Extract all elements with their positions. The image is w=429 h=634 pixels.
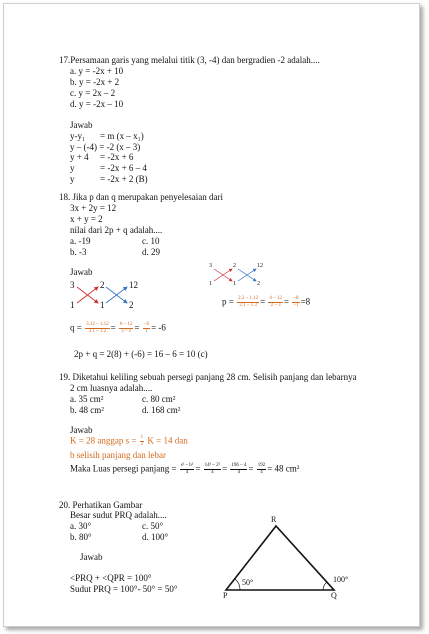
q18-small-d: 1 xyxy=(209,281,212,287)
q17-step5-right: = -2x + 2 (B) xyxy=(100,174,148,184)
q18-grid-a: 3 xyxy=(70,280,75,290)
q17-option-a: a. y = -2x + 10 xyxy=(70,66,124,76)
q20-label-r: R xyxy=(271,515,277,524)
q19-luas-line: Maka Luas persegi panjang = $\frac{\text{s² – b²}}{4}$ = $\frac{\text{14² – 2²}}{4}$ = $\frac{196 - 4}{4}$ = $\frac{192}{4}$ = 48 cm² xyxy=(70,463,300,475)
q20-line2: Sudut PRQ = 100°- 50° = 50° xyxy=(70,584,178,594)
q18-p-label: p = xyxy=(222,296,234,307)
q18-eq2: x + y = 2 xyxy=(70,214,103,224)
q19-luas-label: Maka Luas persegi panjang = xyxy=(70,463,177,474)
q19-b-line: b selisih panjang dan lebar xyxy=(70,450,166,460)
q17-step3-right: = -2x + 6 xyxy=(100,152,134,162)
q20-triangle-figure xyxy=(4,4,5,5)
q20-angle-q-arc xyxy=(323,582,327,590)
q18-grid-f: 2 xyxy=(129,300,134,310)
q17-option-c: c. y = 2x – 2 xyxy=(70,88,116,98)
q20-angle-q: 100° xyxy=(333,575,349,584)
q19-luas-frac3: $\frac{196 - 4}{4}$ xyxy=(231,463,247,475)
q20-angle-p: 50° xyxy=(242,578,254,587)
q18-jawab: Jawab xyxy=(70,267,93,277)
q19-luas-result: = 48 cm² xyxy=(267,463,300,474)
q20-label-q: Q xyxy=(331,591,337,600)
q20-line1: <PRQ + <QPR = 100° xyxy=(70,573,152,583)
q17-step5-left: y xyxy=(70,174,75,184)
q17-step3-left: y + 4 xyxy=(70,152,89,162)
document-page xyxy=(3,3,420,627)
q18-p-frac2: $\frac{4 - 12}{2 - 3}$ xyxy=(269,296,282,308)
q18-q-frac2: $\frac{6 - 12}{3 - 2}$ xyxy=(119,322,133,334)
q19-question-line2: 2 cm luasnya adalah.... xyxy=(70,383,153,393)
q19-luas-frac1: $\frac{\text{s² – b²}}{4}$ xyxy=(180,463,194,475)
q18-eq1: 3x + 2y = 12 xyxy=(70,203,117,213)
q18-option-b: b. -3 xyxy=(70,247,87,257)
q19-option-d: d. 168 cm² xyxy=(142,405,181,415)
q17-step4-left: y xyxy=(70,163,75,173)
q20-option-c: c. 50° xyxy=(142,521,164,531)
q20-option-a: a. 30° xyxy=(70,521,92,531)
q17-question: 17.Persamaan garis yang melalui titik (3, -4) dan bergradien -2 adalah.... xyxy=(59,55,320,65)
q18-p-result: =8 xyxy=(300,296,311,307)
q18-option-d: d. 29 xyxy=(142,247,160,257)
q19-k-line-a: K = 28 anggap s = xyxy=(70,435,137,446)
q19-option-a: a. 35 cm² xyxy=(70,394,104,404)
q19-luas-frac4: $\frac{192}{4}$ xyxy=(257,463,266,475)
q19-option-c: c. 80 cm² xyxy=(142,394,176,404)
q18-option-c: c. 10 xyxy=(142,236,160,246)
q18-grid-c: 12 xyxy=(129,280,138,290)
q18-small-b: 2 xyxy=(233,263,236,269)
q18-question: 18. Jika p dan q merupakan penyelesaian dari xyxy=(59,192,223,202)
q17-step1-right: = m (x – x₁) xyxy=(100,131,144,141)
q18-option-a: a. -19 xyxy=(70,236,91,246)
q18-p-frac1: $\frac{2.2 - 1.12}{2.1 - 1.3}$ xyxy=(238,296,259,308)
q19-k-frac: $\frac{1}{2}$ xyxy=(140,435,144,447)
q18-final: 2p + q = 2(8) + (-6) = 16 – 6 = 10 (c) xyxy=(74,349,208,359)
q17-jawab: Jawab xyxy=(70,120,93,130)
q18-q-frac1: $\frac{3.12 - 1.12}{3.1 - 1.2}$ xyxy=(86,322,109,334)
q18-q-frac3: $\frac{-6}{1}$ xyxy=(143,322,150,334)
q18-grid-b: 2 xyxy=(100,280,105,290)
q19-jawab: Jawab xyxy=(70,425,93,435)
q20-option-d: d. 100° xyxy=(142,532,169,542)
q17-step1-left: y-y₁ xyxy=(70,131,86,141)
q18-small-f: 2 xyxy=(257,281,260,287)
q17-step2: y – (-4) = -2 (x – 3) xyxy=(70,142,141,152)
q18-q-label: q = xyxy=(70,322,82,333)
q19-k-line xyxy=(70,435,188,448)
q20-question: 20. Perhatikan Gambar xyxy=(59,500,143,510)
q18-small-a: 3 xyxy=(209,263,212,269)
q20-jawab: Jawab xyxy=(80,552,103,562)
q17-option-d: d. y = -2x – 10 xyxy=(70,99,124,109)
q17-step4-right: = -2x + 6 – 4 xyxy=(100,163,147,173)
q18-p-formula: p = $\frac{2.2 - 1.12}{2.1 - 1.3}$ = $\frac{4 - 12}{2 - 3}$ = $\frac{-8}{-1}$ =8 xyxy=(222,296,311,308)
q19-option-b: b. 48 cm² xyxy=(70,405,104,415)
q18-small-e: 1 xyxy=(233,281,236,287)
q18-grid-e: 1 xyxy=(100,300,105,310)
q19-luas-frac2: $\frac{\text{14² – 2²}}{4}$ xyxy=(204,463,221,475)
q18-p-frac3: $\frac{-8}{-1}$ xyxy=(293,296,299,308)
q18-q-result: = -6 xyxy=(151,322,166,333)
q18-grid-d: 1 xyxy=(70,300,75,310)
q20-ask: Besar sudut PRQ adalah.... xyxy=(70,510,167,520)
q18-q-formula: q = $\frac{3.12 - 1.12}{3.1 - 1.2}$ = $\frac{6 - 12}{3 - 2}$ = $\frac{-6}{1}$ = -6 xyxy=(70,322,166,334)
q20-option-b: b. 80° xyxy=(70,532,92,542)
q19-question-line1: 19. Diketahui keliling sebuah persegi panjang 28 cm. Selisih panjang dan lebarnya xyxy=(59,372,357,382)
q19-k-line-b: K = 14 dan xyxy=(147,435,188,446)
q18-ask: nilai dari 2p + q adalah.... xyxy=(70,225,163,235)
q20-label-p: P xyxy=(223,591,228,600)
q18-small-c: 12 xyxy=(257,263,263,269)
q17-option-b: b. y = -2x + 2 xyxy=(70,77,120,87)
q20-angle-p-arc xyxy=(235,579,240,590)
